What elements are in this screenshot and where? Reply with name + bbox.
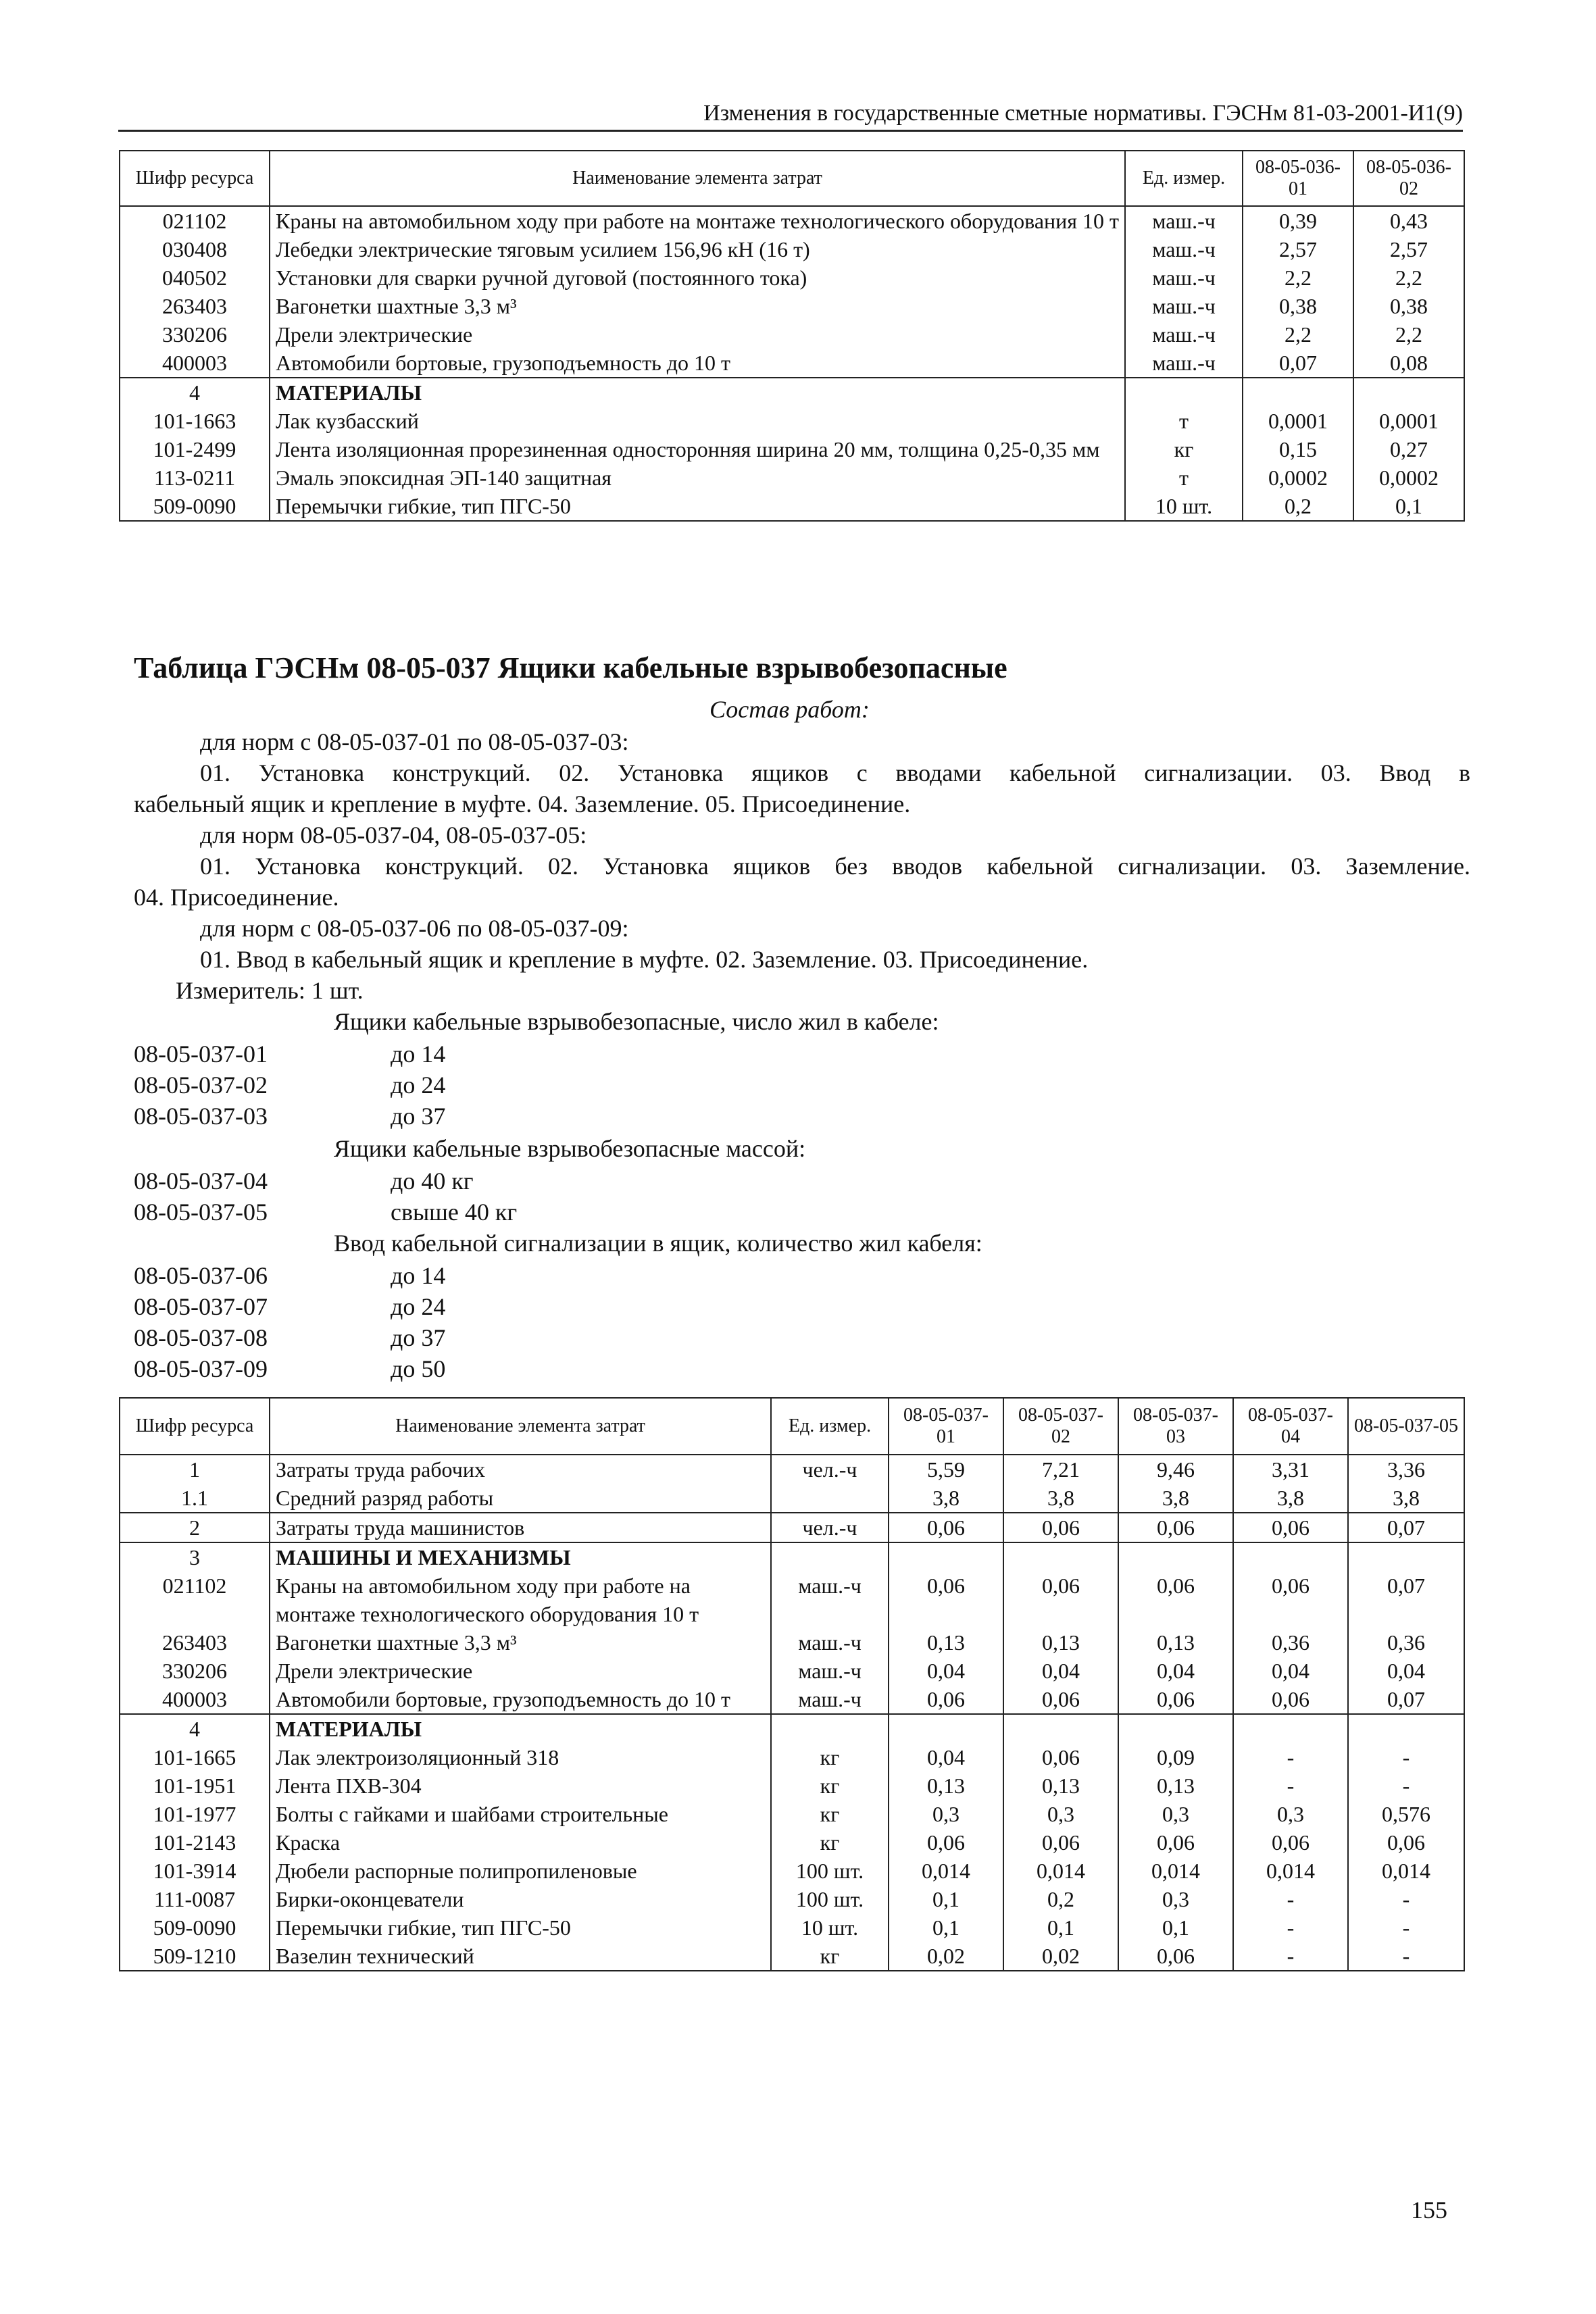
cell-code: 400003	[120, 1685, 270, 1714]
cell-value: 0,38	[1243, 292, 1353, 320]
table-row	[120, 1743, 1464, 1771]
cell-value: 0,0001	[1243, 407, 1353, 435]
cell-name: Бирки-оконцеватели	[270, 1885, 771, 1913]
norm-description: до 14	[391, 1040, 446, 1067]
cell-unit: 10 шт.	[1125, 492, 1243, 521]
cell-code: 263403	[120, 292, 270, 320]
cell-value: 0,13	[1003, 1771, 1118, 1800]
cell-name: Вагонетки шахтные 3,3 м³	[270, 1628, 771, 1657]
cell-value: 0,39	[1243, 206, 1353, 235]
cell-value: -	[1233, 1771, 1348, 1800]
cell-value: 0,0001	[1353, 407, 1464, 435]
cell-value: 0,06	[1118, 1685, 1233, 1714]
header-unit: Ед. измер.	[771, 1398, 889, 1455]
cell-value: 0,13	[1118, 1628, 1233, 1657]
cell-value: 0,3	[889, 1800, 1003, 1828]
cell-name: Автомобили бортовые, грузоподъемность до 10 т	[270, 349, 1125, 378]
norms-b-line1: 01. Установка конструкций. 02. Установка ящиков без вводов кабельной сигнализации. 03. Заземление.	[200, 853, 1470, 880]
cell-value: 0,36	[1233, 1628, 1348, 1657]
table-row	[120, 492, 1464, 521]
cell-value	[1348, 1714, 1464, 1743]
cell-value: 9,46	[1118, 1455, 1233, 1484]
cell-value: 0,06	[889, 1513, 1003, 1542]
table-row	[120, 1484, 1464, 1513]
cell-value: 0,09	[1118, 1743, 1233, 1771]
cell-value: 3,36	[1348, 1455, 1464, 1484]
norm-code: 08-05-037-02	[134, 1072, 268, 1099]
cell-code: 101-1663	[120, 407, 270, 435]
table-title: Таблица ГЭСНм 08-05-037 Ящики кабельные взрывобезопасные	[134, 651, 1007, 684]
table-row	[120, 1857, 1464, 1885]
section-heading: МАТЕРИАЛЫ	[270, 1714, 771, 1743]
cell-unit: кг	[771, 1771, 889, 1800]
header-norm-037-01: 08-05-037-01	[889, 1398, 1003, 1455]
table-header-row	[120, 151, 1464, 206]
cell-unit: чел.-ч	[771, 1513, 889, 1542]
header-norm-037-03: 08-05-037-03	[1118, 1398, 1233, 1455]
cell-code: 1	[120, 1455, 270, 1484]
cell-unit: кг	[1125, 435, 1243, 463]
norms-a-label: для норм с 08-05-037-01 по 08-05-037-03:	[200, 728, 629, 755]
cell-name: Перемычки гибкие, тип ПГС-50	[270, 492, 1125, 521]
norm-description: до 24	[391, 1293, 446, 1320]
cell-unit: маш.-ч	[771, 1571, 889, 1628]
norm-code: 08-05-037-03	[134, 1103, 268, 1130]
cell-unit: маш.-ч	[771, 1685, 889, 1714]
cell-value: 0,06	[1118, 1571, 1233, 1628]
cell-value: 0,15	[1243, 435, 1353, 463]
cell-name: Вазелин технический	[270, 1942, 771, 1971]
cell-code: 101-1951	[120, 1771, 270, 1800]
cell-code: 509-0090	[120, 1913, 270, 1942]
norm-code: 08-05-037-06	[134, 1262, 268, 1289]
cell-code: 021102	[120, 1571, 270, 1628]
cell-name: Вагонетки шахтные 3,3 м³	[270, 292, 1125, 320]
header-norm-037-05: 08-05-037-05	[1348, 1398, 1464, 1455]
cell-unit: маш.-ч	[771, 1657, 889, 1685]
cell-unit	[1125, 378, 1243, 407]
cell-value: -	[1233, 1885, 1348, 1913]
cell-value: 0,3	[1118, 1885, 1233, 1913]
cell-unit: маш.-ч	[1125, 206, 1243, 235]
cell-code: 040502	[120, 263, 270, 292]
cell-code: 113-0211	[120, 463, 270, 492]
cell-value: 0,1	[1118, 1913, 1233, 1942]
cell-code: 509-1210	[120, 1942, 270, 1971]
table-row	[120, 1542, 1464, 1571]
cell-value: 0,04	[1003, 1657, 1118, 1685]
cell-value: 3,8	[1118, 1484, 1233, 1513]
cell-value	[1003, 1714, 1118, 1743]
cell-code: 4	[120, 1714, 270, 1743]
cell-value: 0,014	[1003, 1857, 1118, 1885]
cell-value: 0,04	[1233, 1657, 1348, 1685]
cell-code: 030408	[120, 235, 270, 263]
cell-value: 0,06	[1118, 1828, 1233, 1857]
cell-value: -	[1348, 1913, 1464, 1942]
cell-code: 4	[120, 378, 270, 407]
cell-value: 0,06	[889, 1685, 1003, 1714]
cell-code: 400003	[120, 349, 270, 378]
cell-unit: 100 шт.	[771, 1885, 889, 1913]
cell-value: 0,36	[1348, 1628, 1464, 1657]
table-row	[120, 1771, 1464, 1800]
table-row	[120, 435, 1464, 463]
norms-b-line2: 04. Присоединение.	[134, 884, 339, 911]
header-norm-036-02: 08-05-036-02	[1353, 151, 1464, 206]
cell-name: Краны на автомобильном ходу при работе на монтаже технологического оборудования 10 т	[270, 1571, 771, 1628]
table-row	[120, 1571, 1464, 1628]
cell-value: 0,3	[1003, 1800, 1118, 1828]
cell-name: Лак кузбасский	[270, 407, 1125, 435]
cell-value: 0,0002	[1353, 463, 1464, 492]
cell-unit: маш.-ч	[1125, 292, 1243, 320]
cell-unit: маш.-ч	[1125, 320, 1243, 349]
cell-value: -	[1348, 1885, 1464, 1913]
table-row	[120, 235, 1464, 263]
cell-name: Затраты труда рабочих	[270, 1455, 771, 1484]
norms-a-line1: 01. Установка конструкций. 02. Установка ящиков с вводами кабельной сигнализации. 03. Ввод в	[200, 759, 1470, 786]
cell-value: 0,06	[889, 1828, 1003, 1857]
cell-code: 330206	[120, 1657, 270, 1685]
cell-value	[1353, 378, 1464, 407]
cell-value: 2,57	[1243, 235, 1353, 263]
cell-value: 0,02	[889, 1942, 1003, 1971]
section-heading: МАШИНЫ И МЕХАНИЗМЫ	[270, 1542, 771, 1571]
norm-description: до 24	[391, 1072, 446, 1099]
table-row	[120, 1455, 1464, 1484]
cell-value: 0,1	[889, 1885, 1003, 1913]
norms-c-line1: 01. Ввод в кабельный ящик и крепление в муфте. 02. Заземление. 03. Присоединение.	[200, 946, 1089, 973]
norm-description: свыше 40 кг	[391, 1199, 518, 1226]
cell-value: 0,06	[1003, 1743, 1118, 1771]
cell-unit	[771, 1542, 889, 1571]
cell-code: 101-1665	[120, 1743, 270, 1771]
cell-unit: 10 шт.	[771, 1913, 889, 1942]
cell-code: 3	[120, 1542, 270, 1571]
norms-a-line2: кабельный ящик и крепление в муфте. 04. Заземление. 05. Присоединение.	[134, 790, 911, 818]
cell-name: Лента изоляционная прорезиненная односторонняя ширина 20 мм, толщина 0,25-0,35 мм	[270, 435, 1125, 463]
cell-value: 0,13	[1118, 1771, 1233, 1800]
cell-value	[1348, 1542, 1464, 1571]
cell-value: 0,1	[1353, 492, 1464, 521]
cell-name: Краны на автомобильном ходу при работе на монтаже технологического оборудования 10 т	[270, 206, 1125, 235]
cell-value: 0,014	[1118, 1857, 1233, 1885]
cell-code: 111-0087	[120, 1885, 270, 1913]
cell-name: Затраты труда машинистов	[270, 1513, 771, 1542]
norms-c-label: для норм с 08-05-037-06 по 08-05-037-09:	[200, 915, 629, 942]
cell-value: 0,0002	[1243, 463, 1353, 492]
cell-unit: кг	[771, 1942, 889, 1971]
cell-name: Лебедки электрические тяговым усилием 156,96 кН (16 т)	[270, 235, 1125, 263]
cell-value: 7,21	[1003, 1455, 1118, 1484]
table-row	[120, 1657, 1464, 1685]
table-row	[120, 292, 1464, 320]
table-row	[120, 1714, 1464, 1743]
cell-value: 0,02	[1003, 1942, 1118, 1971]
header-code: Шифр ресурса	[120, 151, 270, 206]
cell-value: 0,06	[889, 1571, 1003, 1628]
cell-code: 101-1977	[120, 1800, 270, 1828]
cell-value: -	[1233, 1913, 1348, 1942]
cell-value: 3,8	[1003, 1484, 1118, 1513]
cell-name: Лак электроизоляционный 318	[270, 1743, 771, 1771]
table-row	[120, 1913, 1464, 1942]
group1-heading: Ящики кабельные взрывобезопасные, число жил в кабеле:	[334, 1008, 939, 1035]
header-name: Наименование элемента затрат	[270, 1398, 771, 1455]
cell-value: 0,13	[889, 1771, 1003, 1800]
header-code: Шифр ресурса	[120, 1398, 270, 1455]
header-norm-036-01: 08-05-036-01	[1243, 151, 1353, 206]
norm-code: 08-05-037-01	[134, 1040, 268, 1067]
cell-unit: маш.-ч	[771, 1628, 889, 1657]
cell-value: 0,3	[1118, 1800, 1233, 1828]
cell-value: 0,07	[1348, 1571, 1464, 1628]
cell-code: 2	[120, 1513, 270, 1542]
cell-name: Дрели электрические	[270, 320, 1125, 349]
table-row	[120, 407, 1464, 435]
norm-code: 08-05-037-07	[134, 1293, 268, 1320]
cell-value: 2,2	[1353, 320, 1464, 349]
table-row	[120, 1828, 1464, 1857]
cell-code: 330206	[120, 320, 270, 349]
header-norm-037-02: 08-05-037-02	[1003, 1398, 1118, 1455]
cell-name: Лента ПХВ-304	[270, 1771, 771, 1800]
cell-value: 0,06	[1233, 1571, 1348, 1628]
cell-value: 0,06	[1003, 1685, 1118, 1714]
cell-value: 3,8	[1348, 1484, 1464, 1513]
table-row	[120, 378, 1464, 407]
resource-table-037	[119, 1397, 1465, 1971]
cell-value: 0,07	[1348, 1513, 1464, 1542]
cell-value: 0,08	[1353, 349, 1464, 378]
resource-table-036	[119, 150, 1465, 522]
norm-code: 08-05-037-09	[134, 1355, 268, 1382]
cell-code: 101-2499	[120, 435, 270, 463]
header-unit: Ед. измер.	[1125, 151, 1243, 206]
cell-value	[1003, 1542, 1118, 1571]
cell-value: 2,57	[1353, 235, 1464, 263]
cell-name: Перемычки гибкие, тип ПГС-50	[270, 1913, 771, 1942]
cell-value: -	[1348, 1942, 1464, 1971]
cell-value: 0,2	[1003, 1885, 1118, 1913]
running-header: Изменения в государственные сметные нормативы. ГЭСНм 81-03-2001-И1(9)	[118, 100, 1463, 132]
norm-description: до 40 кг	[391, 1167, 474, 1194]
cell-unit: чел.-ч	[771, 1455, 889, 1484]
cell-value: 0,1	[1003, 1913, 1118, 1942]
norm-code: 08-05-037-08	[134, 1324, 268, 1351]
table-header-row	[120, 1398, 1464, 1455]
cell-value: 3,31	[1233, 1455, 1348, 1484]
cell-value: 0,38	[1353, 292, 1464, 320]
cell-value: 0,06	[1003, 1571, 1118, 1628]
table-row	[120, 320, 1464, 349]
cell-unit: кг	[771, 1828, 889, 1857]
cell-value: 0,06	[1233, 1828, 1348, 1857]
header-norm-037-04: 08-05-037-04	[1233, 1398, 1348, 1455]
table-row	[120, 263, 1464, 292]
cell-value: 2,2	[1353, 263, 1464, 292]
cell-value	[889, 1542, 1003, 1571]
norm-description: до 37	[391, 1103, 446, 1130]
cell-value: 0,13	[889, 1628, 1003, 1657]
cell-value: 0,06	[1118, 1513, 1233, 1542]
cell-value: -	[1233, 1942, 1348, 1971]
cell-value: 0,06	[1233, 1513, 1348, 1542]
group3-heading: Ввод кабельной сигнализации в ящик, количество жил кабеля:	[334, 1230, 982, 1257]
norm-code: 08-05-037-04	[134, 1167, 268, 1194]
cell-value: 0,04	[1118, 1657, 1233, 1685]
cell-value: 3,8	[1233, 1484, 1348, 1513]
cell-value: 0,1	[889, 1913, 1003, 1942]
cell-value: 0,06	[1003, 1828, 1118, 1857]
cell-value: 0,04	[889, 1743, 1003, 1771]
norm-description: до 50	[391, 1355, 446, 1382]
table-row	[120, 349, 1464, 378]
cell-code: 1.1	[120, 1484, 270, 1513]
cell-value	[1118, 1714, 1233, 1743]
cell-unit: т	[1125, 407, 1243, 435]
cell-name: Дюбели распорные полипропиленовые	[270, 1857, 771, 1885]
cell-value: 0,06	[1348, 1828, 1464, 1857]
cell-name: Установки для сварки ручной дуговой (постоянного тока)	[270, 263, 1125, 292]
cell-name: Эмаль эпоксидная ЭП-140 защитная	[270, 463, 1125, 492]
table-row	[120, 206, 1464, 235]
cell-value	[1233, 1542, 1348, 1571]
cell-name: Дрели электрические	[270, 1657, 771, 1685]
norms-b-label: для норм 08-05-037-04, 08-05-037-05:	[200, 822, 587, 849]
cell-code: 101-2143	[120, 1828, 270, 1857]
group2-heading: Ящики кабельные взрывобезопасные массой:	[334, 1135, 806, 1162]
cell-value: 0,06	[1118, 1942, 1233, 1971]
cell-value: 0,43	[1353, 206, 1464, 235]
cell-value: 0,27	[1353, 435, 1464, 463]
cell-value: 2,2	[1243, 320, 1353, 349]
cell-value: 0,014	[889, 1857, 1003, 1885]
cell-unit: кг	[771, 1800, 889, 1828]
cell-value: 2,2	[1243, 263, 1353, 292]
cell-value	[1118, 1542, 1233, 1571]
composition-heading: Состав работ:	[709, 696, 870, 723]
cell-value: 0,04	[889, 1657, 1003, 1685]
cell-code: 101-3914	[120, 1857, 270, 1885]
cell-unit: т	[1125, 463, 1243, 492]
cell-value: 0,04	[1348, 1657, 1464, 1685]
norm-description: до 14	[391, 1262, 446, 1289]
cell-name: Автомобили бортовые, грузоподъемность до 10 т	[270, 1685, 771, 1714]
table-row	[120, 1885, 1464, 1913]
cell-value: 0,576	[1348, 1800, 1464, 1828]
cell-value: -	[1348, 1771, 1464, 1800]
table-row	[120, 1628, 1464, 1657]
cell-value: 0,13	[1003, 1628, 1118, 1657]
cell-value: 3,8	[889, 1484, 1003, 1513]
norm-code: 08-05-037-05	[134, 1199, 268, 1226]
cell-value: 5,59	[889, 1455, 1003, 1484]
table-row	[120, 1513, 1464, 1542]
table-row	[120, 1800, 1464, 1828]
table-row	[120, 1685, 1464, 1714]
cell-name: Краска	[270, 1828, 771, 1857]
cell-unit: кг	[771, 1743, 889, 1771]
cell-value: 0,06	[1003, 1513, 1118, 1542]
cell-name: Средний разряд работы	[270, 1484, 771, 1513]
cell-value: 0,07	[1348, 1685, 1464, 1714]
meter: Измеритель: 1 шт.	[176, 977, 364, 1004]
cell-unit: маш.-ч	[1125, 235, 1243, 263]
cell-value	[889, 1714, 1003, 1743]
cell-unit	[771, 1484, 889, 1513]
section-heading: МАТЕРИАЛЫ	[270, 378, 1125, 407]
cell-code: 509-0090	[120, 492, 270, 521]
cell-code: 021102	[120, 206, 270, 235]
cell-value: 0,014	[1348, 1857, 1464, 1885]
table-row	[120, 463, 1464, 492]
cell-value	[1243, 378, 1353, 407]
cell-value: -	[1233, 1743, 1348, 1771]
norm-description: до 37	[391, 1324, 446, 1351]
cell-unit	[771, 1714, 889, 1743]
page-number: 155	[1411, 2196, 1447, 2223]
cell-value: 0,2	[1243, 492, 1353, 521]
cell-value: 0,3	[1233, 1800, 1348, 1828]
cell-value: 0,07	[1243, 349, 1353, 378]
cell-unit: маш.-ч	[1125, 349, 1243, 378]
cell-unit: маш.-ч	[1125, 263, 1243, 292]
cell-code: 263403	[120, 1628, 270, 1657]
header-name: Наименование элемента затрат	[270, 151, 1125, 206]
table-row	[120, 1942, 1464, 1971]
cell-value: 0,014	[1233, 1857, 1348, 1885]
cell-name: Болты с гайками и шайбами строительные	[270, 1800, 771, 1828]
cell-value: 0,06	[1233, 1685, 1348, 1714]
cell-unit: 100 шт.	[771, 1857, 889, 1885]
cell-value: -	[1348, 1743, 1464, 1771]
cell-value	[1233, 1714, 1348, 1743]
